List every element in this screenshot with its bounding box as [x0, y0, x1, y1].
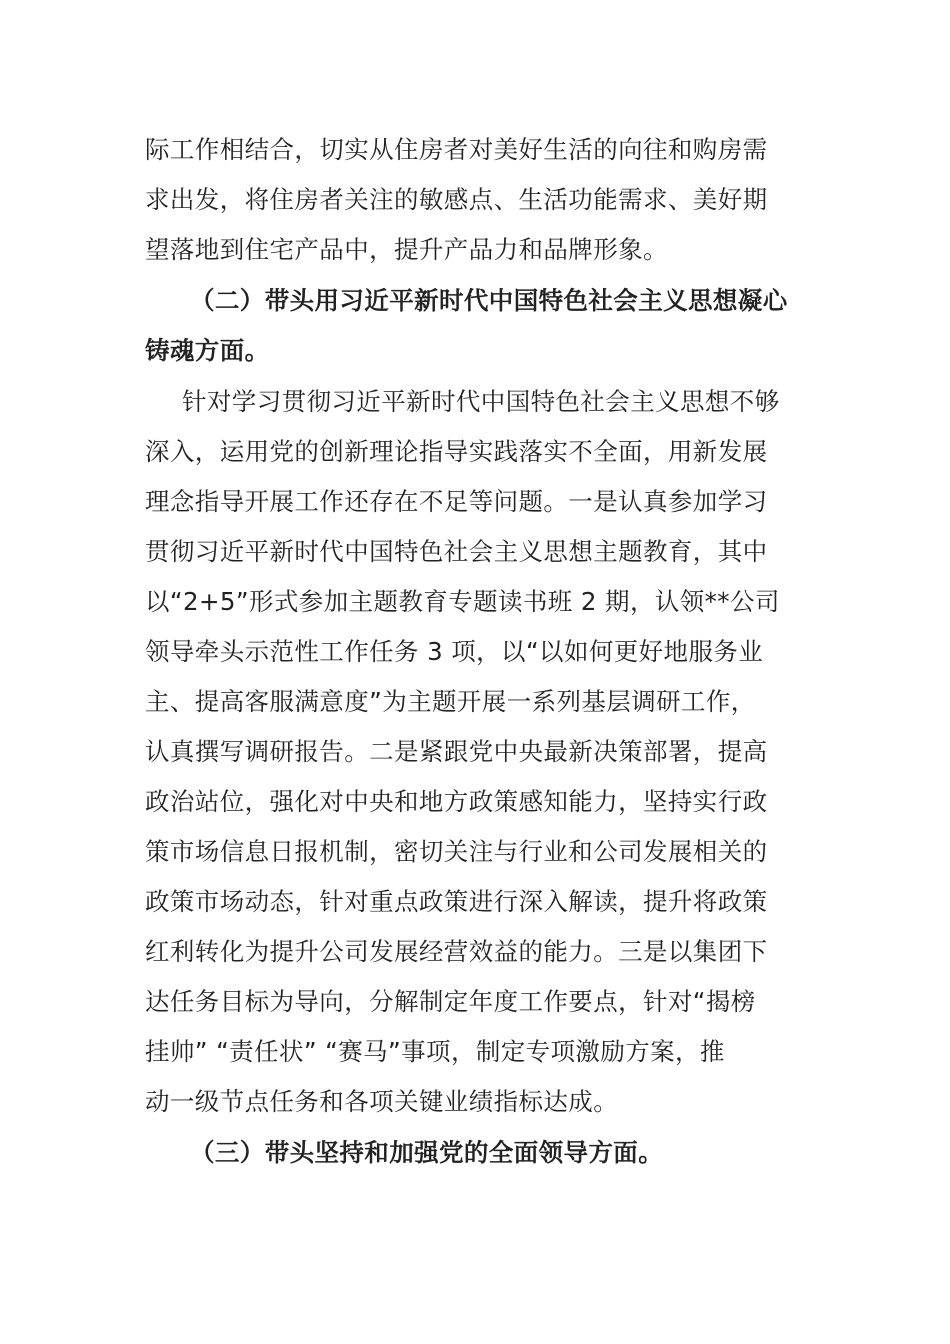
paragraph-line: 认真撰写调研报告。二是紧跟党中央最新决策部署，提高: [145, 737, 768, 766]
paragraph-line: 动一级节点任务和各项关键业绩指标达成。: [145, 1087, 619, 1116]
paragraph-line: 主、提高客服满意度”为主题开展一系列基层调研工作，: [145, 687, 756, 716]
section-heading: （二）带头用习近平新时代中国特色社会主义思想凝心: [190, 286, 788, 315]
paragraph-line: 以“2+5”形式参加主题教育专题读书班 2 期，认领**公司: [145, 587, 780, 616]
paragraph-line: 理念指导开展工作还存在不足等问题。一是认真参加学习: [145, 487, 768, 516]
paragraph-line: 政策市场动态，针对重点政策进行深入解读，提升将政策: [145, 887, 768, 916]
paragraph-line: 际工作相结合，切实从住房者对美好生活的向往和购房需: [145, 135, 768, 164]
paragraph-line: 针对学习贯彻习近平新时代中国特色社会主义思想不够: [182, 387, 780, 416]
paragraph-line: 求出发，将住房者关注的敏感点、生活功能需求、美好期: [145, 185, 768, 214]
paragraph-line: 红利转化为提升公司发展经营效益的能力。三是以集团下: [145, 937, 768, 966]
paragraph-line: 望落地到住宅产品中，提升产品力和品牌形象。: [145, 235, 668, 264]
paragraph-line: 政治站位，强化对中央和地方政策感知能力，坚持实行政: [145, 787, 768, 816]
paragraph-line: 贯彻习近平新时代中国特色社会主义思想主题教育，其中: [145, 537, 768, 566]
section-heading: 铸魂方面。: [145, 336, 270, 365]
paragraph-line: 策市场信息日报机制，密切关注与行业和公司发展相关的: [145, 837, 768, 866]
paragraph-line: 达任务目标为导向，分解制定年度工作要点，针对“揭榜: [145, 987, 756, 1016]
paragraph-line: 深入，运用党的创新理论指导实践落实不全面，用新发展: [145, 437, 768, 466]
paragraph-line: 挂帅” “责任状” “赛马”事项，制定专项激励方案，推: [145, 1037, 725, 1066]
paragraph-line: 领导牵头示范性工作任务 3 项，以“以如何更好地服务业: [145, 637, 764, 666]
section-heading: （三）带头坚持和加强党的全面领导方面。: [190, 1138, 664, 1167]
